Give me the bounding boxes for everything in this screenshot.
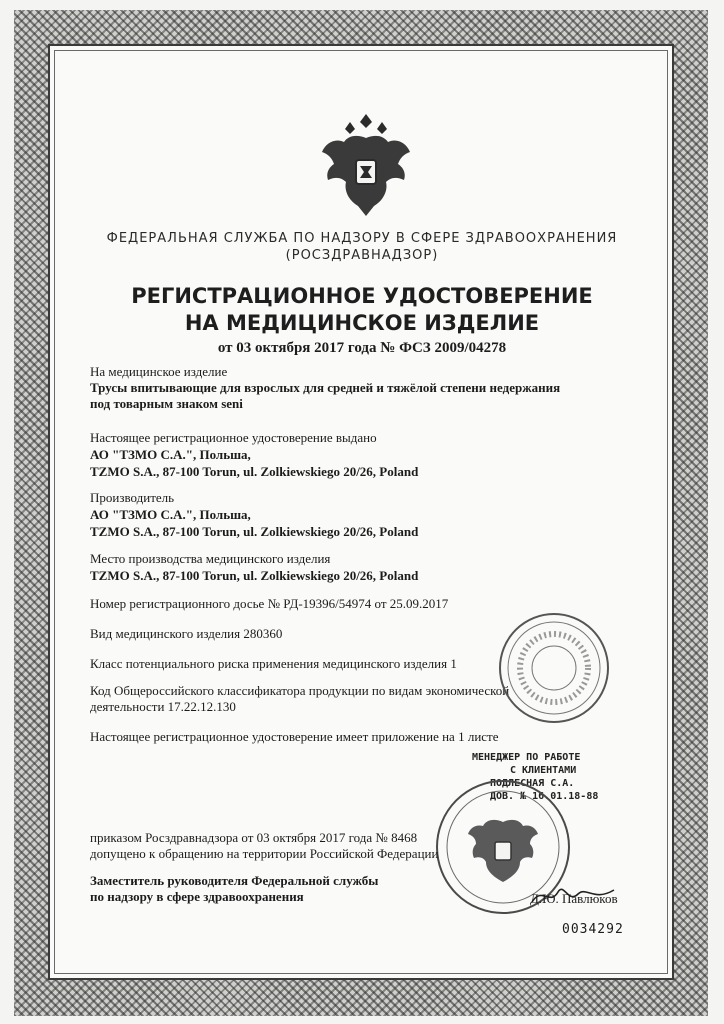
manager-stamp-line4: ДОВ. № 16.01.18-88 [490,791,599,802]
issued-label: Настоящее регистрационное удостоверение выдано [90,430,377,445]
manager-stamp-line2: С КЛИЕНТАМИ [510,765,577,776]
production-site: TZMO S.A., 87-100 Torun, ul. Zolkiewskiego 20/26, Poland [90,568,419,583]
device-name-line2: под товарным знаком seni [90,396,243,411]
device-kind: Вид медицинского изделия 280360 [90,626,283,641]
date-number-line: от 03 октября 2017 года № ФСЗ 2009/04278 [217,340,507,356]
issued-to-line1: АО "ТЗМО С.А.", Польша, [90,447,251,462]
serial-number: 0034292 [562,922,624,937]
coat-of-arms-icon [318,108,414,220]
risk-class: Класс потенциального риска применения медицинского изделия 1 [90,656,457,671]
okp-code-line2: деятельности 17.22.12.130 [90,699,236,714]
document-subtitle: НА МЕДИЦИНСКОЕ ИЗДЕЛИЕ [184,311,540,335]
document-title: РЕГИСТРАЦИОННОЕ УДОСТОВЕРЕНИЕ [131,284,593,308]
agency-abbr: (РОСЗДРАВНАДЗОР) [285,248,439,263]
manufacturer-line2: TZMO S.A., 87-100 Torun, ul. Zolkiewskiego 20/26, Poland [90,524,419,539]
signer-name: Д.Ю. Павлюков [530,891,618,906]
okp-code-line1: Код Общероссийского классификатора продукции по видам экономической [90,683,510,698]
device-label: На медицинское изделие [90,364,228,379]
device-name-line1: Трусы впитывающие для взрослых для средней и тяжёлой степени недержания [90,380,561,395]
signer-title-line2: по надзору в сфере здравоохранения [90,889,304,904]
round-stamp-icon [496,610,612,726]
signer-title-line1: Заместитель руководителя Федеральной службы [90,873,379,888]
production-label: Место производства медицинского изделия [90,551,331,566]
manager-stamp-line1: МЕНЕДЖЕР ПО РАБОТЕ [472,752,581,763]
appendix-note: Настоящее регистрационное удостоверение имеет приложение на 1 листе [90,729,499,744]
dossier-number: Номер регистрационного досье № РД-19396/54974 от 25.09.2017 [90,596,449,611]
manager-stamp-line3: ПОДЛЕСНАЯ С.А. [490,778,575,789]
order-line2: допущено к обращению на территории Российской Федерации [90,846,439,861]
manufacturer-label: Производитель [90,490,175,505]
order-line1: приказом Росздравнадзора от 03 октября 2017 года № 8468 [90,830,418,845]
manufacturer-line1: АО "ТЗМО С.А.", Польша, [90,507,251,522]
issued-to-line2: TZMO S.A., 87-100 Torun, ul. Zolkiewskiego 20/26, Poland [90,464,419,479]
agency-name: ФЕДЕРАЛЬНАЯ СЛУЖБА ПО НАДЗОРУ В СФЕРЕ ЗДРАВООХРАНЕНИЯ [106,231,618,246]
